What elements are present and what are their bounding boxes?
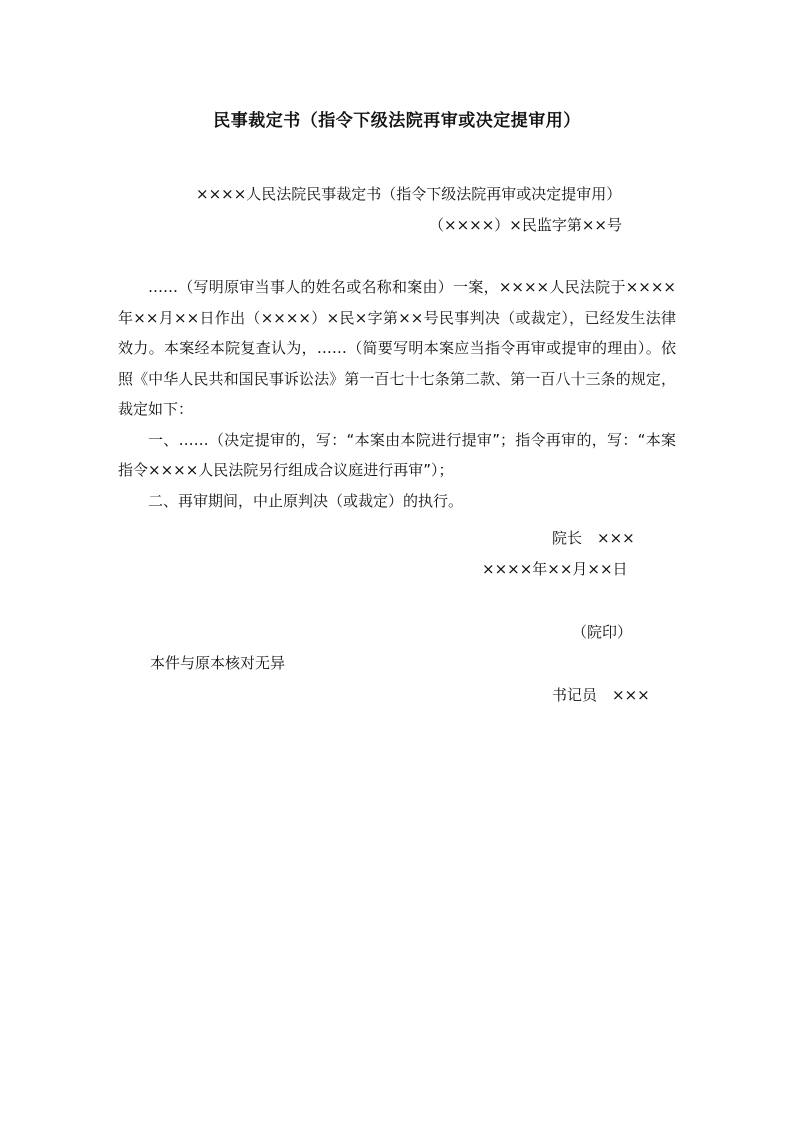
body-paragraph-ruling-one: 一、……（决定提审的，写：“本案由本院进行提审”；指令再审的，写：“本案指令××××人民法院另行组成合议庭进行再审”）； [118,430,676,479]
signature-president: 院长 ××× [552,529,635,547]
body-paragraph-facts: ……（写明原审当事人的姓名或名称和案由）一案，××××人民法院于××××年××月××日作出（××××）×民×字第××号民事判决（或裁定），已经发生法律效力。本案经本院复查认为，……（简要写明本案应当指令再审或提审的理由）。依照《中华人民共和国民事诉讼法》第一百七十七条第二款、第一百八十三条的规定，裁定如下： [118,278,676,418]
court-heading: ××××人民法院民事裁定书（指令下级法院再审或决定提审用） [196,185,622,203]
signature-date: ××××年××月××日 [482,560,628,578]
body-paragraph-ruling-two: 二、再审期间，中止原判决（或裁定）的执行。 [148,491,464,510]
document-body [118,272,676,516]
certification-note: 本件与原本核对无异 [150,654,286,672]
document-title: 民事裁定书（指令下级法院再审或决定提审用） [213,111,581,131]
court-seal: （院印） [572,623,633,641]
case-number: （××××）×民监字第××号 [429,216,622,234]
signature-clerk: 书记员 ××× [552,686,650,704]
